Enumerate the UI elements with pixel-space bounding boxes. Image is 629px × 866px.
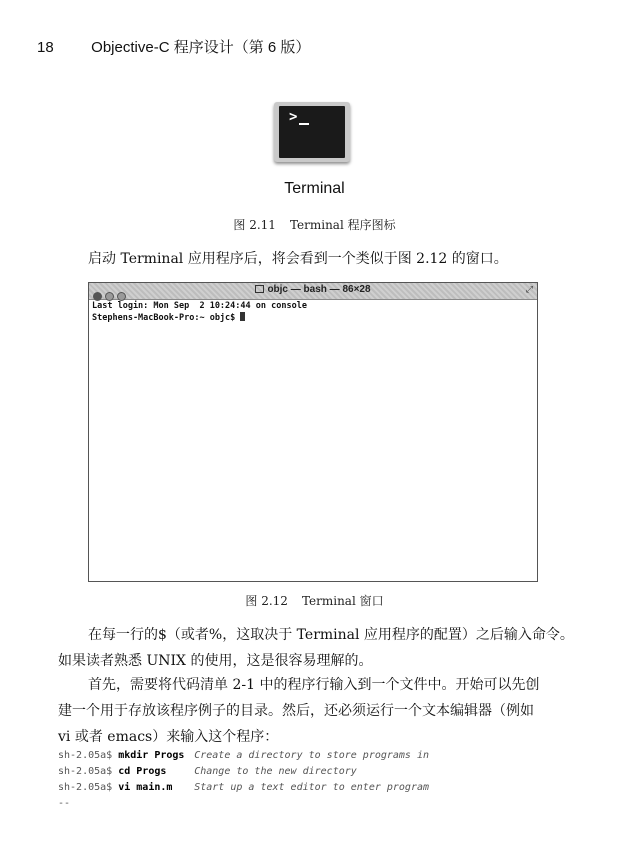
code-listing [58,748,429,812]
code-comment: Change to the new directory [194,766,357,777]
page-number: 18 [37,39,54,56]
figure-number: 图 2.12 [245,594,288,608]
terminal-line: Last login: Mon Sep 2 10:24:44 on console [92,301,307,311]
page-header [37,36,310,57]
shell-command: mkdir Progs [118,750,185,761]
shell-command: cd Progs [118,766,167,777]
terminal-window [88,282,538,582]
terminal-app-icon [274,102,350,166]
shell-prompt: sh-2.05a$ [58,782,119,793]
intro-paragraph: 启动 Terminal 应用程序后，将会看到一个类似于图 2.12 的窗口。 [88,251,508,267]
terminal-title-text: objc — bash — 86×28 [267,284,371,295]
icon-prompt: > [289,109,298,125]
shell-command: vi main.m [118,782,173,793]
home-folder-icon [255,285,264,293]
terminal-line: Stephens-MacBook-Pro:~ objc$ [92,313,241,323]
icon-label: Terminal [284,180,345,197]
icon-screen [279,106,345,158]
paragraph-line: 建一个用于存放该程序例子的目录。然后，还必须运行一个文本编辑器（例如 [58,703,534,719]
figure-caption-2-12 [0,592,629,609]
shell-prompt: sh-2.05a$ [58,766,119,777]
icon-frame [274,102,350,162]
figure-text: Terminal 窗口 [301,594,384,608]
terminal-title [89,284,537,295]
code-continuation: -- [58,798,71,809]
code-comment: Start up a text editor to enter program [194,782,430,793]
paragraph-line: vi 或者 emacs）来输入这个程序： [58,729,279,745]
code-comment: Create a directory to store programs in [194,750,430,761]
paragraph-line: 首先，需要将代码清单 2-1 中的程序行输入到一个文件中。开始可以先创 [88,677,540,693]
figure-caption-2-11 [0,216,629,233]
paragraph-first-steps [58,672,588,750]
paragraph-commands [58,622,588,674]
icon-cursor [299,123,309,125]
fullscreen-icon[interactable]: ⤢ [525,285,533,295]
terminal-cursor [240,312,245,321]
code-row [58,764,429,780]
figure-text: Terminal 程序图标 [289,218,396,232]
book-title: Objective-C 程序设计（第 6 版） [91,39,311,56]
terminal-content[interactable] [92,301,307,324]
shell-prompt: sh-2.05a$ [58,750,119,761]
code-row [58,780,429,796]
figure-number: 图 2.11 [233,218,276,232]
terminal-titlebar [89,283,537,300]
paragraph-line: 如果读者熟悉 UNIX 的使用，这是很容易理解的。 [58,653,373,669]
code-row [58,748,429,764]
paragraph-line: 在每一行的$（或者%，这取决于 Terminal 应用程序的配置）之后输入命令。 [88,627,574,643]
